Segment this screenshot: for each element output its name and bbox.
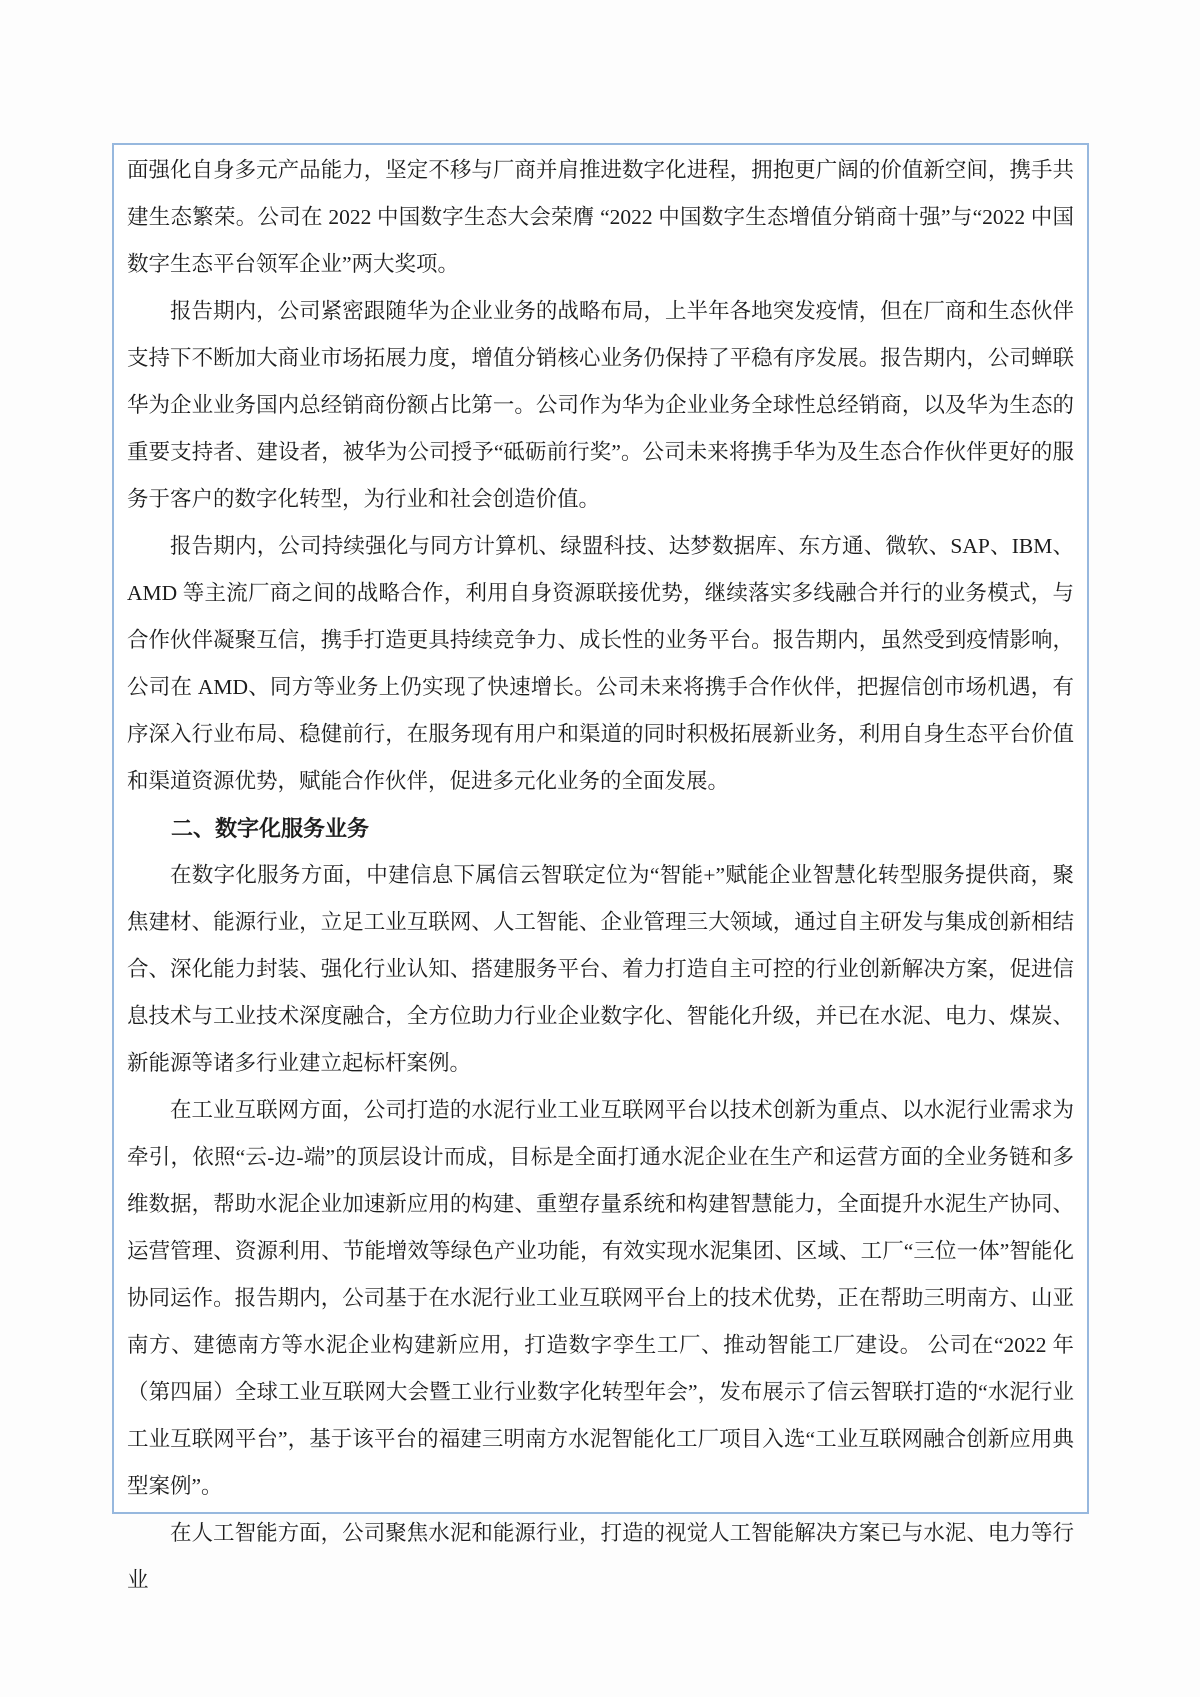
section-heading-digital-services: 二、数字化服务业务	[171, 816, 370, 841]
paragraph-digital-services-overview: 在数字化服务方面，中建信息下属信云智联定位为“智能+”赋能企业智慧化转型服务提供商，聚焦建材、能源行业，立足工业互联网、人工智能、企业管理三大领域，通过自主研发与集成创新相结合、深化能力封装、强化行业认知、搭建服务平台、着力打造自主可控的行业创新解决方案，促进信息技术与工业技术深度融合，全方位助力行业企业数字化、智能化升级，并已在水泥、电力、煤炭、新能源等诸多行业建立起标杆案例。	[127, 863, 1074, 1075]
paragraph-artificial-intelligence: 在人工智能方面，公司聚焦水泥和能源行业，打造的视觉人工智能解决方案已与水泥、电力等行业	[127, 1521, 1074, 1592]
paragraph-vendor-cooperation: 报告期内，公司持续强化与同方计算机、绿盟科技、达梦数据库、东方通、微软、SAP、IBM、AMD 等主流厂商之间的战略合作，利用自身资源联接优势，继续落实多线融合并行的业务模式，与合作伙伴凝聚互信，携手打造更具持续竞争力、成长性的业务平台。报告期内，虽然受到疫情影响，公司在 AMD、同方等业务上仍实现了快速增长。公司未来将携手合作伙伴，把握信创市场机遇，有序深入行业布局、稳健前行，在服务现有用户和渠道的同时积极拓展新业务，利用自身生态平台价值和渠道资源优势，赋能合作伙伴，促进多元化业务的全面发展。	[127, 534, 1074, 793]
content-border-frame	[112, 143, 1089, 1592]
paragraph-huawei-business: 报告期内，公司紧密跟随华为企业业务的战略布局，上半年各地突发疫情，但在厂商和生态伙伴支持下不断加大商业市场拓展力度，增值分销核心业务仍保持了平稳有序发展。报告期内，公司蝉联华为企业业务国内总经销商份额占比第一。公司作为华为企业业务全球性总经销商，以及华为生态的重要支持者、建设者，被华为公司授予“砥砺前行奖”。公司未来将携手华为及生态合作伙伴更好的服务于客户的数字化转型，为行业和社会创造价值。	[127, 299, 1074, 511]
paragraph-industrial-internet: 在工业互联网方面，公司打造的水泥行业工业互联网平台以技术创新为重点、以水泥行业需求为牵引，依照“云-边-端”的顶层设计而成，目标是全面打通水泥企业在生产和运营方面的全业务链和多维数据，帮助水泥企业加速新应用的构建、重塑存量系统和构建智慧能力，全面提升水泥生产协同、运营管理、资源利用、节能增效等绿色产业功能，有效实现水泥集团、区域、工厂“三位一体”智能化协同运作。报告期内，公司基于在水泥行业工业互联网平台上的技术优势，正在帮助三明南方、山亚南方、建德南方等水泥企业构建新应用，打造数字孪生工厂、推动智能工厂建设。 公司在“2022 年（第四届）全球工业互联网大会暨工业行业数字化转型年会”，发布展示了信云智联打造的“水泥行业工业互联网平台”，基于该平台的福建三明南方水泥智能化工厂项目入选“工业互联网融合创新应用典型案例”。	[127, 1098, 1074, 1498]
paragraph-ecosystem-awards: 面强化自身多元产品能力，坚定不移与厂商并肩推进数字化进程，拥抱更广阔的价值新空间，携手共建生态繁荣。公司在 2022 中国数字生态大会荣膺 “2022 中国数字生态增值分销商十强”与“2022 中国数字生态平台领军企业”两大奖项。	[127, 158, 1074, 276]
